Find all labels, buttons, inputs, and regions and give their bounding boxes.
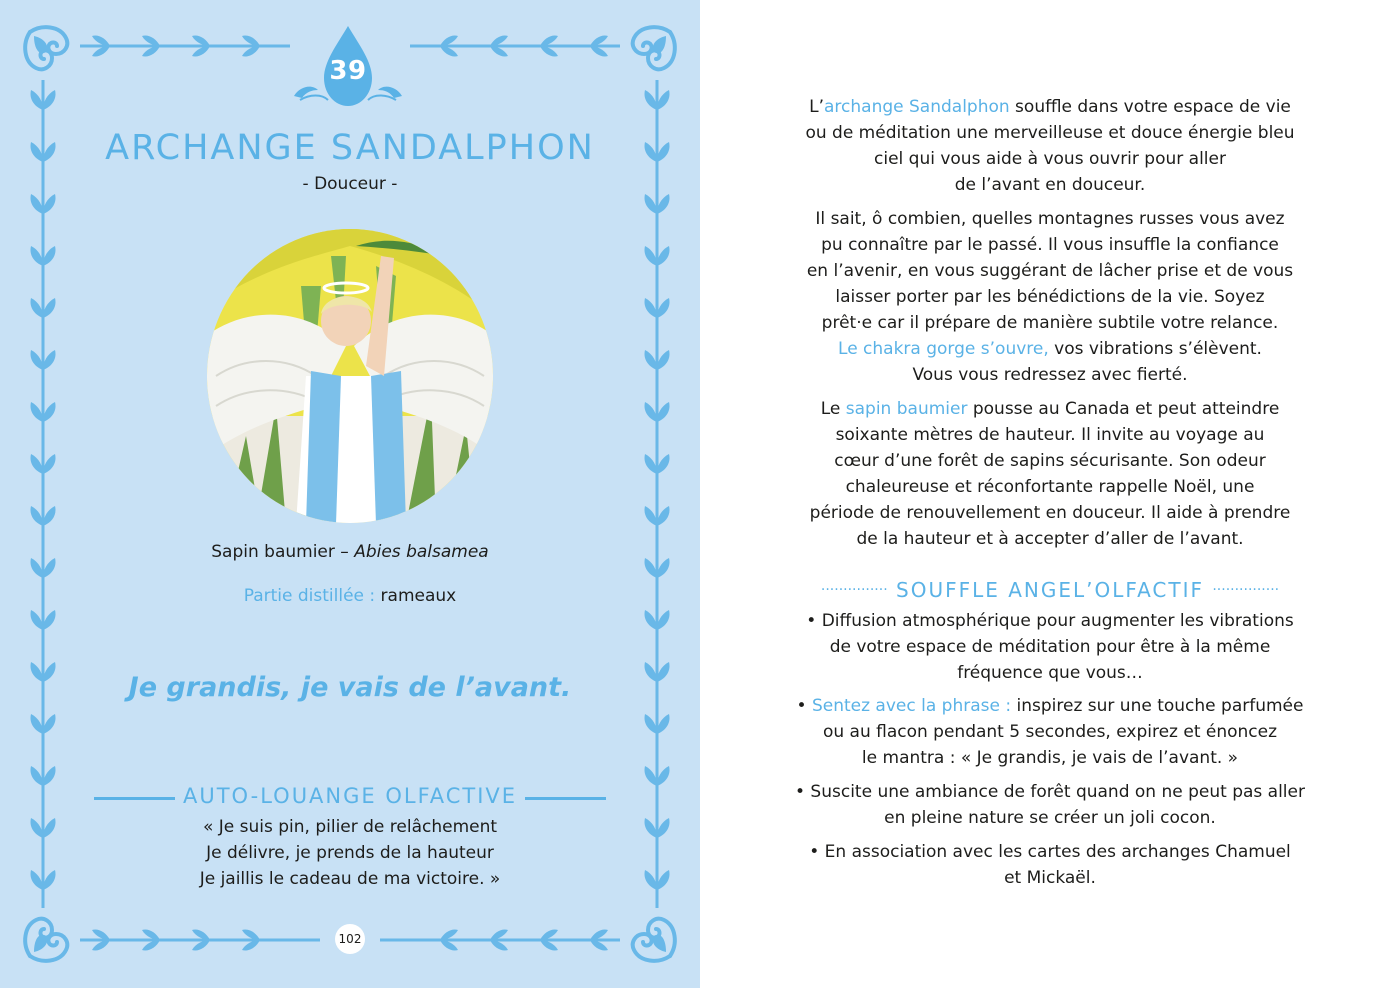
text-line: souffle dans votre espace de vie <box>1009 97 1291 117</box>
text-line: ou au flacon pendant 5 secondes, expirez et énoncez <box>822 722 1278 742</box>
bullet-diffusion <box>770 608 1330 686</box>
text-line: inspirez sur une touche parfumée <box>1011 696 1304 716</box>
text-line: de l’avant en douceur. <box>954 175 1146 195</box>
text-line: et Mickaël. <box>1004 868 1096 888</box>
text-line: le mantra : « Je grandis, je vais de l’avant. » <box>861 748 1239 768</box>
plant-pre: Le <box>820 399 846 419</box>
chakra-highlight: Le chakra gorge s’ouvre, <box>838 339 1049 359</box>
text-line: en l’avenir, en vous suggérant de lâcher prise et de vous <box>806 261 1294 281</box>
bullet-mark: • <box>796 696 812 716</box>
poem-line: Je délivre, je prends de la hauteur <box>206 843 494 863</box>
text-line: Vous vous redressez avec fierté. <box>912 365 1188 385</box>
text-line: cœur d’une forêt de sapins sécurisante. Son odeur <box>834 451 1266 471</box>
intro-highlight: archange Sandalphon <box>824 97 1010 117</box>
distilled-part-label: Partie distillée : <box>243 586 376 606</box>
text-line: de votre espace de méditation pour être à la même <box>829 637 1271 657</box>
sentez-highlight: Sentez avec la phrase : <box>811 696 1012 716</box>
bullet-association <box>770 839 1330 891</box>
paragraph-intro <box>780 94 1320 198</box>
text-line: vos vibrations s’élèvent. <box>1048 339 1262 359</box>
card-number: 39 <box>329 56 367 86</box>
text-line: prêt·e car il prépare de manière subtile votre relance. <box>821 313 1279 333</box>
text-line: • Suscite une ambiance de forêt quand on ne peut pas aller <box>795 782 1305 802</box>
bullet-sentez <box>770 693 1330 771</box>
plant-latin-name: Abies balsamea <box>354 542 489 562</box>
archangel-illustration <box>206 226 494 524</box>
text-line: période de renouvellement en douceur. Il aide à prendre <box>809 503 1291 523</box>
card-subtitle: - Douceur - <box>302 174 398 194</box>
distilled-part-value: rameaux <box>375 586 457 606</box>
dots-left: ··············· <box>820 582 888 598</box>
card-title: ARCHANGE SANDALPHON <box>105 128 595 168</box>
poem-line: « Je suis pin, pilier de relâchement <box>202 817 498 837</box>
text-line: fréquence que vous… <box>957 663 1143 683</box>
text-line: • Diffusion atmosphérique pour augmenter les vibrations <box>806 611 1294 631</box>
auto-louange-label: AUTO-LOUANGE OLFACTIVE <box>175 784 525 808</box>
dots-right: ··············· <box>1212 582 1280 598</box>
bullet-ambiance <box>770 779 1330 831</box>
plant-highlight: sapin baumier <box>845 399 968 419</box>
text-line: de la hauteur et à accepter d’aller de l’avant. <box>856 529 1244 549</box>
paragraph-confidence <box>780 206 1320 388</box>
distilled-part <box>40 586 660 606</box>
mantra: Je grandis, je vais de l’avant. <box>128 672 572 703</box>
text-line: pousse au Canada et peut atteindre <box>967 399 1280 419</box>
text-line: Il sait, ô combien, quelles montagnes russes vous avez <box>815 209 1285 229</box>
plant-common-name: Sapin baumier – <box>211 542 355 562</box>
souffle-heading-label: SOUFFLE ANGEL’OLFACTIF <box>896 578 1204 602</box>
text-line: ciel qui vous aide à vous ouvrir pour aller <box>874 149 1226 169</box>
text-line: ou de méditation une merveilleuse et douce énergie bleu <box>805 123 1295 143</box>
souffle-heading <box>780 578 1320 602</box>
text-line: pu connaître par le passé. Il vous insuffle la confiance <box>821 235 1279 255</box>
page-number: 102 <box>335 924 365 954</box>
text-line: laisser porter par les bénédictions de la vie. Soyez <box>835 287 1265 307</box>
poem-line: Je jaillis le cadeau de ma victoire. » <box>199 869 501 889</box>
auto-louange-heading <box>90 784 610 812</box>
plant-name <box>40 542 660 562</box>
text-line: • En association avec les cartes des archanges Chamuel <box>809 842 1291 862</box>
text-line: en pleine nature se créer un joli cocon. <box>884 808 1216 828</box>
paragraph-plant <box>780 396 1320 552</box>
text-line: chaleureuse et réconfortante rappelle Noël, une <box>845 477 1255 497</box>
poem <box>40 814 660 892</box>
text-line: soixante mètres de hauteur. Il invite au voyage au <box>835 425 1265 445</box>
intro-pre: L’ <box>809 97 824 117</box>
